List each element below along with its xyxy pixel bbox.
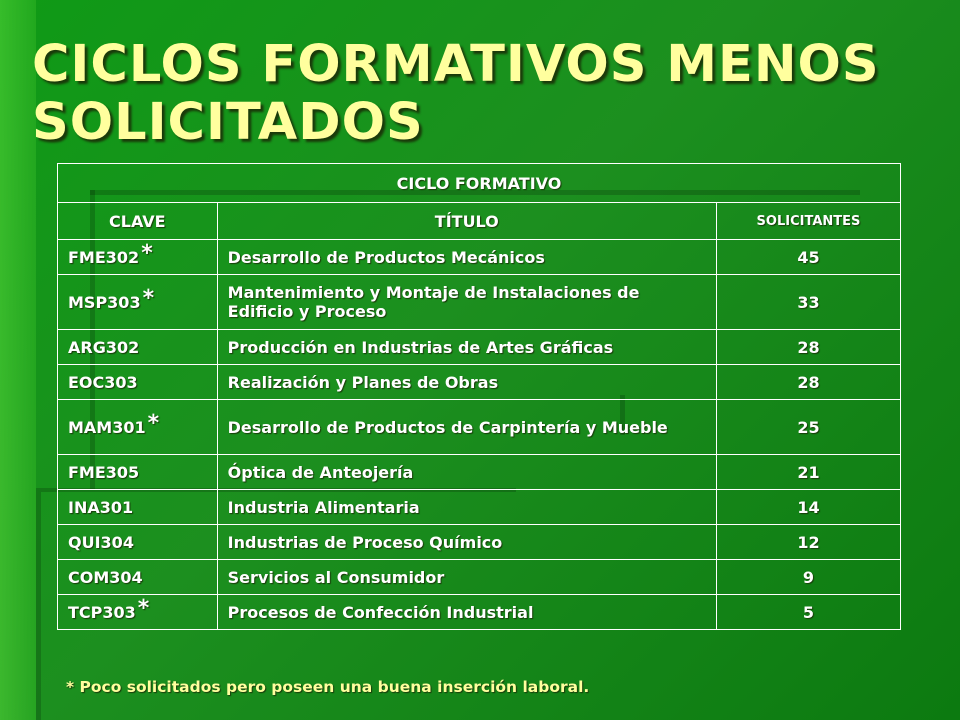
titulo-cell: Procesos de Confección Industrial [217, 595, 716, 630]
clave-text: EOC303 [68, 372, 138, 392]
clave-text: MSP303 [68, 292, 141, 312]
solicitantes-cell: 45 [716, 240, 900, 275]
clave-text: QUI304 [68, 532, 134, 552]
clave-cell [58, 275, 218, 330]
titulo-cell: Servicios al Consumidor [217, 560, 716, 595]
table-row [58, 595, 901, 630]
star-mark: * [142, 285, 155, 311]
clave-text: TCP303 [68, 602, 136, 622]
solicitantes-cell: 33 [716, 275, 900, 330]
clave-cell [58, 365, 218, 400]
table-row [58, 560, 901, 595]
footnote: * Poco solicitados pero poseen una buena inserción laboral. [66, 678, 590, 696]
table-row [58, 525, 901, 560]
star-mark: * [137, 595, 150, 621]
clave-text: FME302 [68, 247, 140, 267]
clave-cell [58, 595, 218, 630]
background-light-band [0, 0, 36, 720]
solicitantes-cell: 28 [716, 330, 900, 365]
clave-text: COM304 [68, 567, 143, 587]
titulo-cell: Óptica de Anteojería [217, 455, 716, 490]
solicitantes-cell: 14 [716, 490, 900, 525]
clave-cell [58, 525, 218, 560]
clave-cell [58, 560, 218, 595]
header-clave: CLAVE [58, 203, 218, 240]
titulo-cell: Industria Alimentaria [217, 490, 716, 525]
star-mark: * [141, 240, 153, 266]
clave-cell [58, 400, 218, 455]
solicitantes-cell: 9 [716, 560, 900, 595]
cycles-table [57, 163, 901, 630]
titulo-cell: Desarrollo de Productos de Carpintería y Mueble [217, 400, 716, 455]
clave-cell [58, 490, 218, 525]
star-mark: * [147, 410, 160, 436]
table-row [58, 275, 901, 330]
clave-cell [58, 240, 218, 275]
clave-cell [58, 330, 218, 365]
clave-text: FME305 [68, 462, 140, 482]
table-row [58, 365, 901, 400]
titulo-cell: Realización y Planes de Obras [217, 365, 716, 400]
clave-text: ARG302 [68, 337, 140, 357]
titulo-cell: Industrias de Proceso Químico [217, 525, 716, 560]
table-row [58, 400, 901, 455]
solicitantes-cell: 28 [716, 365, 900, 400]
group-header: CICLO FORMATIVO [58, 164, 901, 203]
clave-cell [58, 455, 218, 490]
titulo-cell: Desarrollo de Productos Mecánicos [217, 240, 716, 275]
background-stripe [36, 492, 41, 720]
header-titulo: TÍTULO [217, 203, 716, 240]
header-solicitantes: SOLICITANTES [716, 203, 900, 240]
table-row [58, 455, 901, 490]
page-title: CICLOS FORMATIVOS MENOS SOLICITADOS [32, 35, 880, 152]
table-row [58, 240, 901, 275]
solicitantes-cell: 12 [716, 525, 900, 560]
solicitantes-cell: 21 [716, 455, 900, 490]
table-row [58, 490, 901, 525]
titulo-cell: Producción en Industrias de Artes Gráficas [217, 330, 716, 365]
table-row [58, 330, 901, 365]
clave-text: INA301 [68, 497, 134, 517]
solicitantes-cell: 25 [716, 400, 900, 455]
titulo-cell: Mantenimiento y Montaje de Instalaciones de Edificio y Proceso [217, 275, 716, 330]
solicitantes-cell: 5 [716, 595, 900, 630]
clave-text: MAM301 [68, 417, 146, 437]
